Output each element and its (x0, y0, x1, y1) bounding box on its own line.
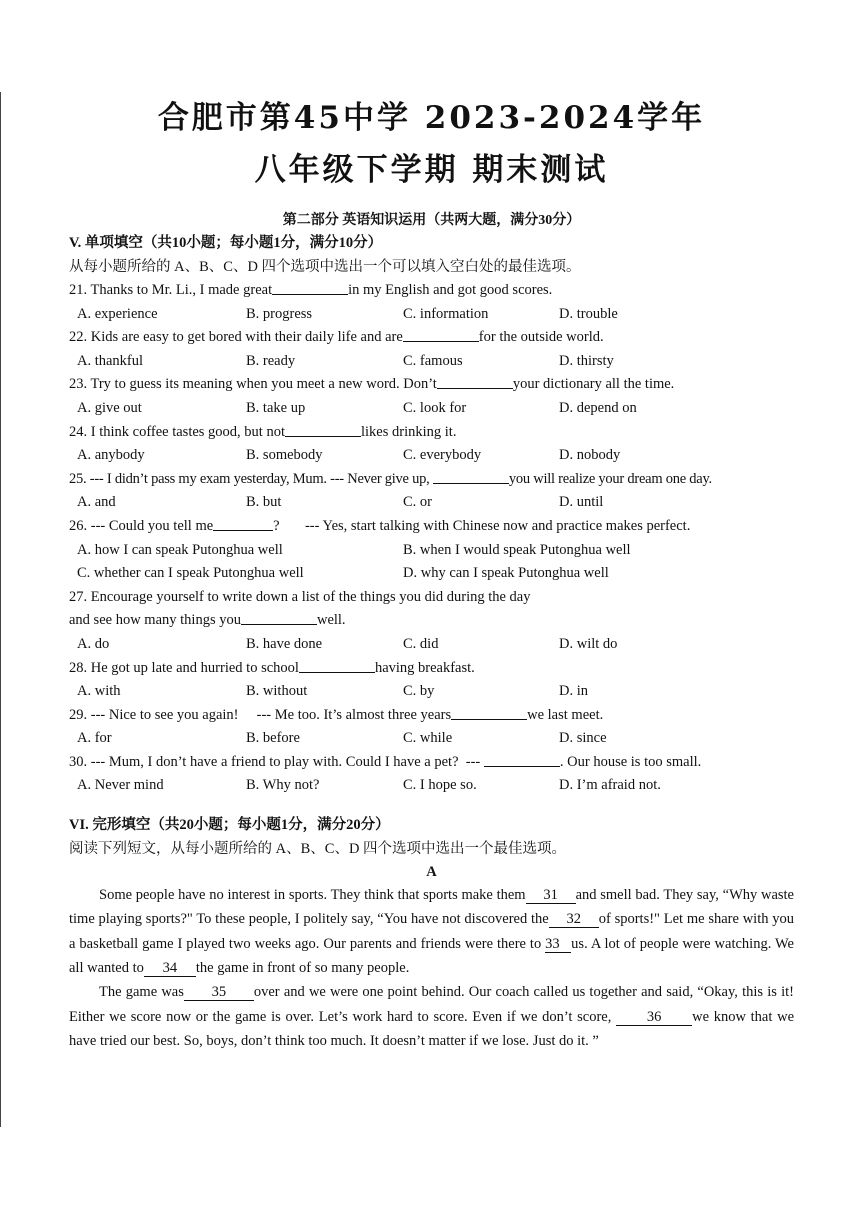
option-c: C. information (403, 305, 489, 322)
answer-blank (213, 515, 273, 531)
option-b: B. ready (246, 352, 296, 369)
left-margin-line (0, 92, 1, 1127)
option-a: A. do (77, 635, 110, 652)
option-c: C. or (403, 494, 432, 511)
cloze-paragraph-1: Some people have no interest in sports. They think that sports make them 31 and smell bad. They say, “Why waste time playing sports?" To these people, I politely say, “You have not discovered the 32 of sports!" Let me share with you a basketball game I played two weeks ago. Our parents and friends were there to 33 us. A lot of people were watching. We all wanted to 34 the game in front of so many people. (69, 887, 794, 976)
cloze-blank-36: 36 (616, 1009, 692, 1026)
question-28: 28. He got up late and hurried to school having breakfast. (69, 657, 794, 681)
options-29 (69, 727, 794, 751)
cloze-blank-31: 31 (526, 887, 576, 904)
option-b: B. take up (246, 399, 306, 416)
option-a: A. thankful (77, 352, 144, 369)
cloze-blank-34: 34 (144, 960, 196, 977)
cloze-blank-32: 32 (549, 911, 599, 928)
answer-blank (272, 279, 348, 295)
part-heading: 第二部分 英语知识运用（共两大题，满分30分） (282, 213, 581, 228)
option-d: D. depend on (559, 399, 637, 416)
answer-blank (241, 609, 317, 625)
answer-blank (299, 657, 375, 673)
option-d: D. since (559, 730, 607, 747)
option-c: C. did (403, 635, 439, 652)
option-d: D. until (559, 494, 604, 511)
option-a: A. for (77, 730, 112, 747)
option-a: A. Never mind (77, 777, 164, 794)
cloze-paragraph-2: The game was 35 over and we were one point behind. Our coach called us together and said, “Okay, this is it! Either we score now or the game is over. Let’s work hard to score. Even if we don’t score, 36 we know that we have tried our best. So, boys, don’t think too much. It doesn’t matter if we lose. Just do it. ” (69, 984, 795, 1049)
question-27-line1: 27. Encourage yourself to write down a list of the things you did during the day (69, 588, 531, 605)
option-b: B. before (246, 730, 300, 747)
option-c: C. look for (403, 399, 467, 416)
option-a: A. anybody (77, 447, 145, 464)
question-25: 25. --- I didn’t pass my exam yesterday, Mum. --- Never give up, you will realize your dream one day. (69, 468, 794, 492)
exam-title-line1: 合肥市第45中学 2023-2024学年 (157, 100, 706, 136)
answer-blank (437, 373, 513, 389)
option-c: C. while (403, 730, 453, 747)
option-b: B. progress (246, 305, 313, 322)
section5-heading: V. 单项填空（共10小题；每小题1分，满分10分） (69, 235, 383, 251)
options-24 (69, 444, 794, 468)
question-24: 24. I think coffee tastes good, but not likes drinking it. (69, 421, 794, 445)
cloze-blank-33: 33 (545, 936, 571, 953)
answer-blank (484, 751, 560, 767)
section-gap (69, 798, 794, 814)
options-30 (69, 774, 794, 798)
option-d: D. wilt do (559, 635, 618, 652)
option-d: D. trouble (559, 305, 618, 322)
exam-title-line2: 八年级下学期 期末测试 (254, 152, 609, 188)
option-c: C. by (403, 683, 435, 700)
answer-blank (285, 421, 361, 437)
cloze-blank-35: 35 (184, 984, 254, 1001)
option-a: A. experience (77, 305, 158, 322)
section6-instruction: 阅读下列短文，从每小题所给的 A、B、C、D 四个选项中选出一个最佳选项。 (69, 841, 567, 858)
question-30: 30. --- Mum, I don’t have a friend to play with. Could I have a pet? --- . Our house is too small. (69, 751, 794, 775)
option-a: A. and (77, 494, 116, 511)
passage-label: A (426, 864, 437, 881)
answer-blank (403, 326, 479, 342)
options-28 (69, 680, 794, 704)
answer-blank (433, 468, 509, 484)
answer-blank (451, 704, 527, 720)
question-29: 29. --- Nice to see you again! --- Me too. It’s almost three years we last meet. (69, 704, 794, 728)
question-21: 21. Thanks to Mr. Li., I made great in my English and got good scores. (69, 279, 794, 303)
options-26-row2 (69, 562, 794, 586)
options-22 (69, 350, 794, 374)
option-a: A. give out (77, 399, 142, 416)
option-b: B. Why not? (246, 777, 320, 794)
options-26-row1 (69, 539, 794, 563)
section5-instruction: 从每小题所给的 A、B、C、D 四个选项中选出一个可以填入空白处的最佳选项。 (69, 259, 581, 275)
option-b: B. when I would speak Putonghua well (403, 541, 631, 558)
option-c: C. famous (403, 352, 463, 369)
question-23: 23. Try to guess its meaning when you meet a new word. Don’t your dictionary all the time. (69, 373, 794, 397)
option-a: A. with (77, 683, 121, 700)
options-25 (69, 491, 794, 515)
exam-page (69, 96, 794, 1053)
options-21 (69, 303, 794, 327)
option-b: B. without (246, 683, 308, 700)
option-d: D. nobody (559, 447, 621, 464)
options-27 (69, 633, 794, 657)
option-b: B. have done (246, 635, 323, 652)
options-23 (69, 397, 794, 421)
option-d: D. in (559, 683, 588, 700)
option-a: A. how I can speak Putonghua well (77, 541, 283, 558)
option-d: D. thirsty (559, 352, 614, 369)
option-b: B. but (246, 494, 282, 511)
section6-heading: VI. 完形填空（共20小题；每小题1分，满分20分） (69, 817, 390, 834)
option-b: B. somebody (246, 447, 323, 464)
option-d: D. I’m afraid not. (559, 777, 661, 794)
question-27-line2: and see how many things you well. (69, 609, 794, 633)
option-d: D. why can I speak Putonghua well (403, 565, 609, 582)
option-c: C. I hope so. (403, 777, 477, 794)
option-c: C. everybody (403, 447, 482, 464)
option-c: C. whether can I speak Putonghua well (77, 565, 304, 582)
question-22: 22. Kids are easy to get bored with their daily life and are for the outside world. (69, 326, 794, 350)
question-26: 26. --- Could you tell me ? --- Yes, start talking with Chinese now and practice makes perfect. (69, 515, 794, 539)
